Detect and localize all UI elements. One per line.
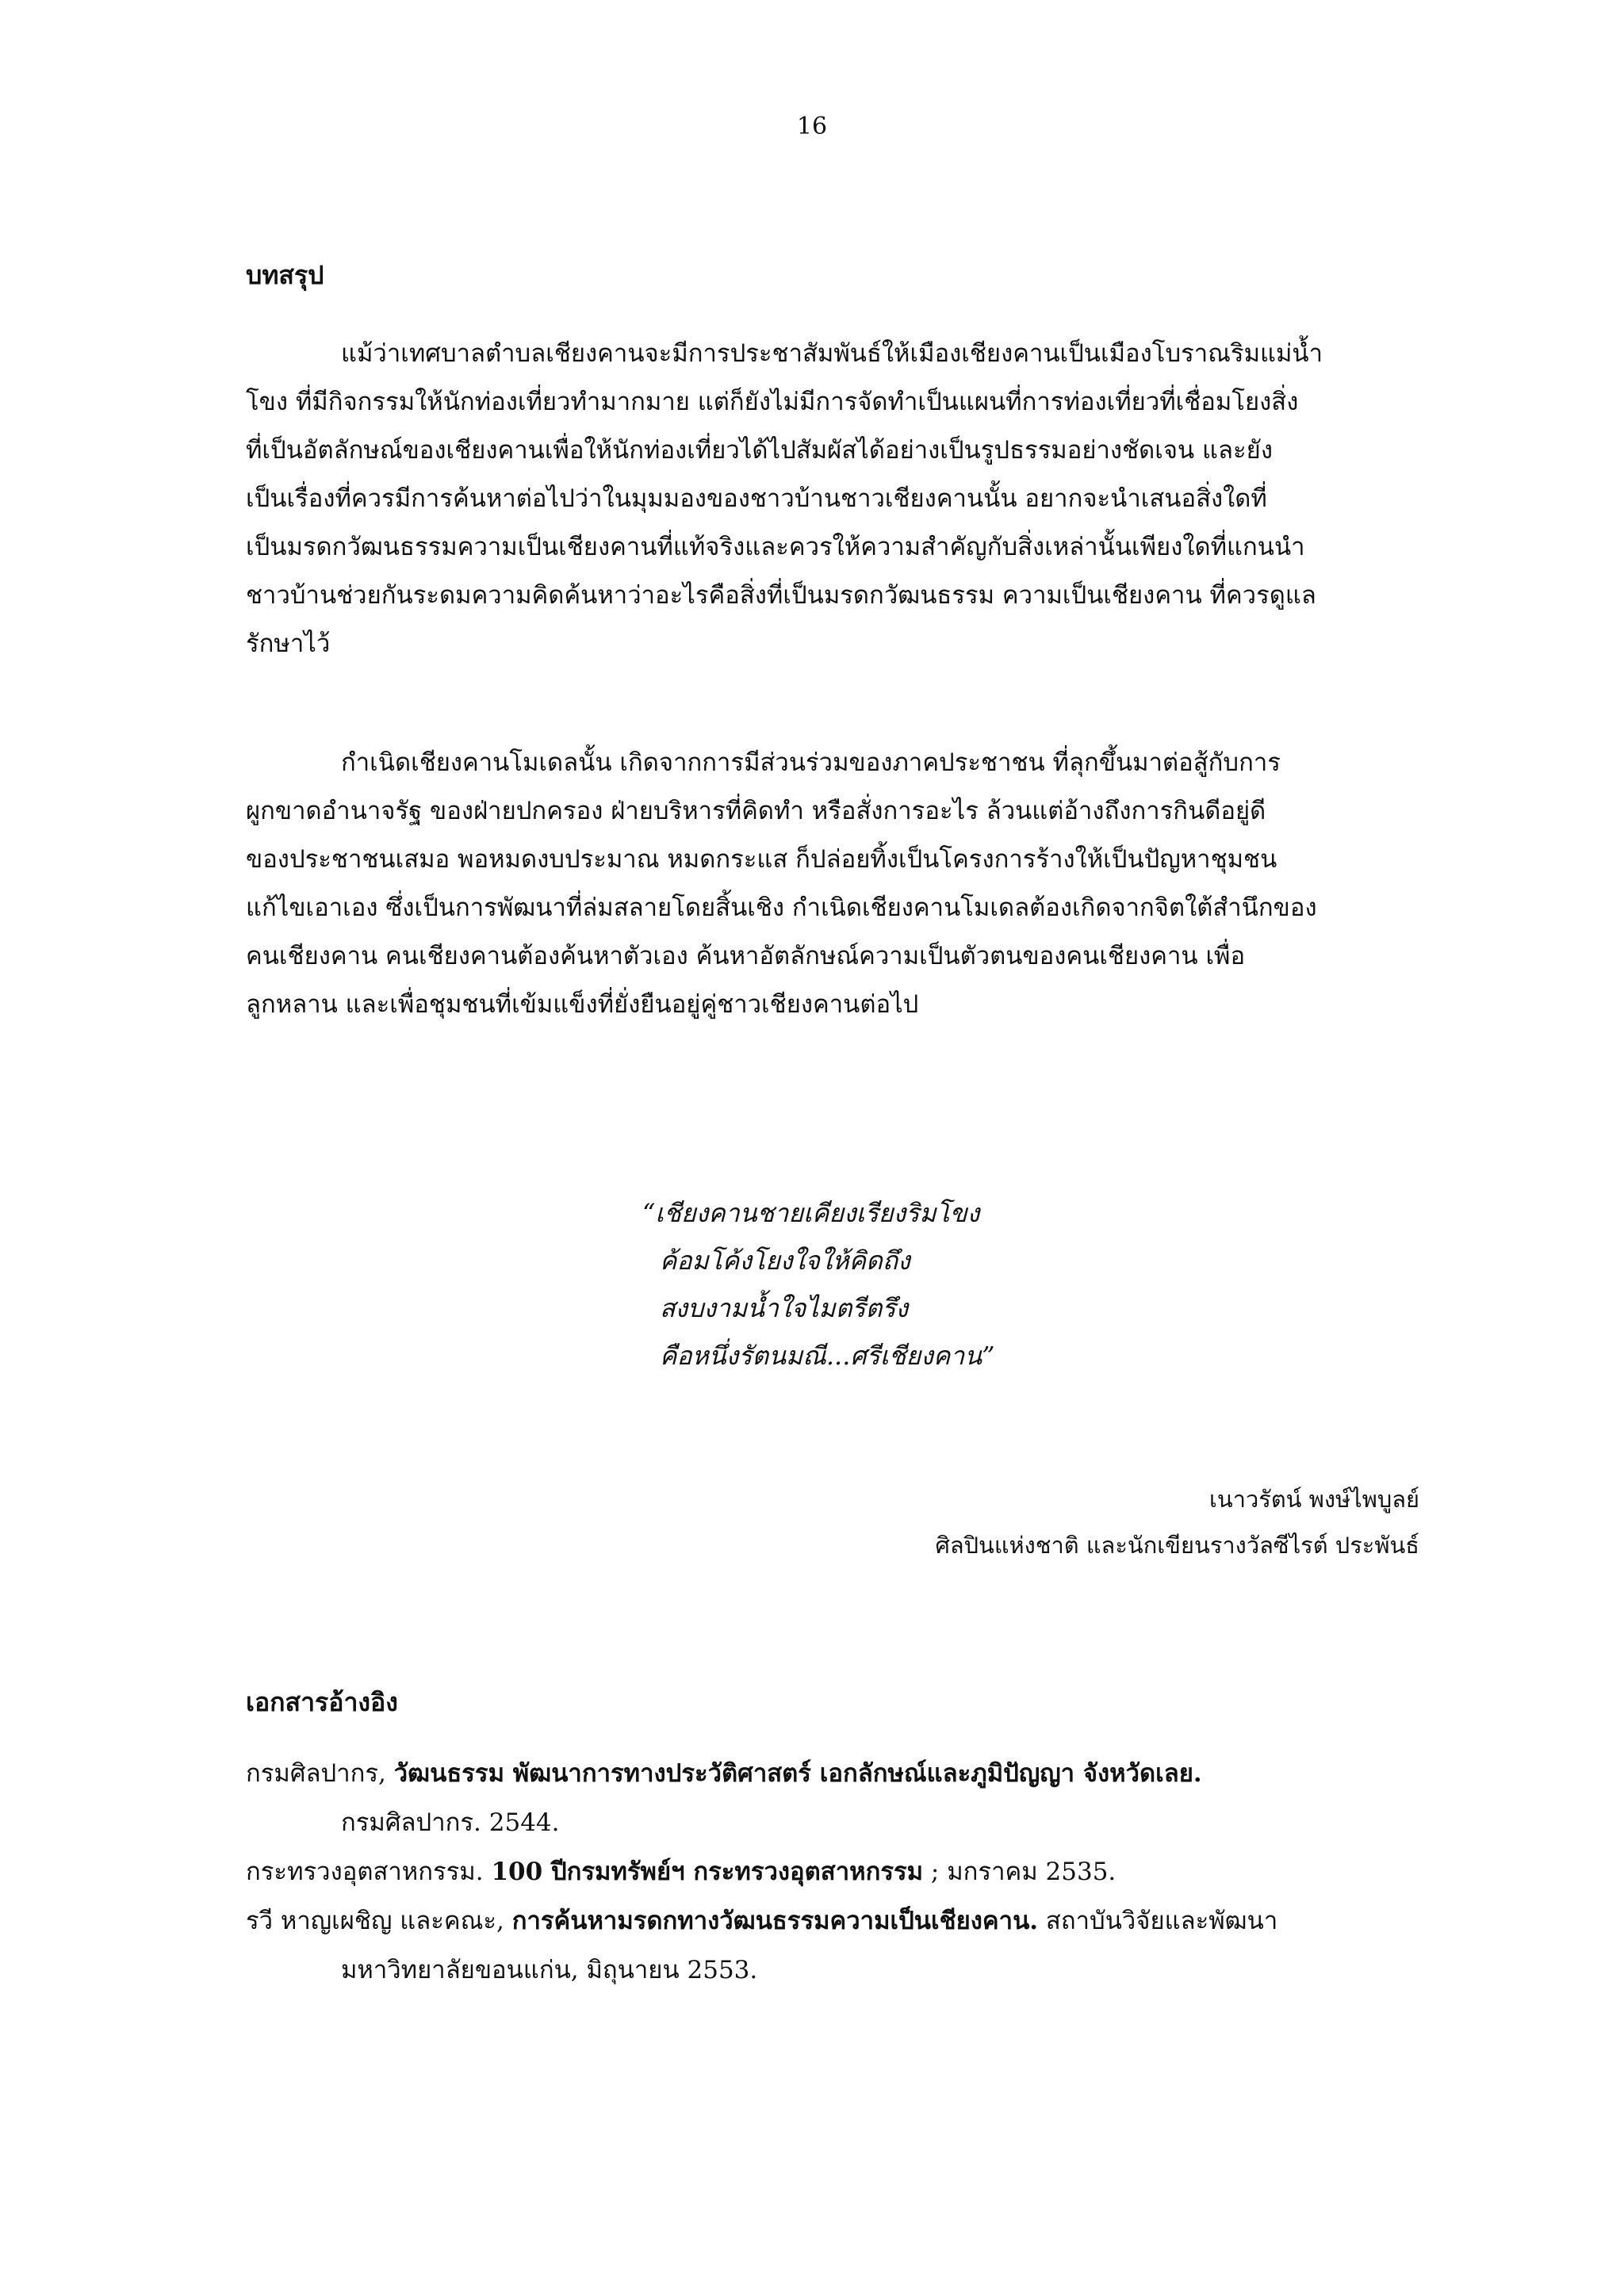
reference-continuation: มหาวิทยาลัยขอนแก่น, มิถุนายน 2553. [341, 1956, 758, 1984]
poem [642, 1189, 995, 1380]
summary-paragraph-2 [246, 739, 1419, 1029]
reference-item [246, 1749, 1419, 1798]
paragraph-line: ลูกหลาน และเพื่อชุมชนที่เข้มแข็งที่ยั่งยืนอยู่คู่ชาวเชียงคานต่อไป [246, 990, 919, 1019]
reference-author: กระทรวงอุตสาหกรรม. [246, 1858, 492, 1886]
reference-author: กรมศิลปากร, [246, 1759, 394, 1788]
paragraph-line: ที่เป็นอัตลักษณ์ของเชียงคานเพื่อให้นักท่องเที่ยวได้ไปสัมผัสได้อย่างเป็นรูปธรรมอย่างชัดเจน และยัง [246, 436, 1273, 465]
references-list [246, 1749, 1419, 1995]
paragraph-line: แม้ว่าเทศบาลตำบลเชียงคานจะมีการประชาสัมพันธ์ให้เมืองเชียงคานเป็นเมืองโบราณริมแม่น้ำ [341, 339, 1323, 368]
reference-title: วัฒนธรรม พัฒนาการทางประวัติศาสตร์ เอกลักษณ์และภูมิปัญญา จังหวัดเลย. [393, 1759, 1202, 1788]
paragraph-line: ผูกขาดอำนาจรัฐ ของฝ่ายปกครอง ฝ่ายบริหารที่คิดทำ หรือสั่งการอะไร ล้วนแต่อ้างถึงการกินดีอยู่ดี [246, 797, 1266, 825]
reference-item [246, 1896, 1419, 1946]
page-number: 16 [796, 113, 828, 140]
reference-title: การค้นหามรดกทางวัฒนธรรมความเป็นเชียงคาน. [511, 1907, 1039, 1935]
reference-author: รวี หาญเผชิญ และคณะ, [246, 1907, 512, 1935]
paragraph-line: แก้ไขเอาเอง ซึ่งเป็นการพัฒนาที่ล่มสลายโดยสิ้นเชิง กำเนิดเชียงคานโมเดลต้องเกิดจากจิตใต้สำนึกของ [246, 894, 1317, 922]
references-heading: เอกสารอ้างอิง [246, 1687, 398, 1717]
reference-suffix: ; มกราคม 2535. [923, 1858, 1116, 1886]
poem-author-title: ศิลปินแห่งชาติ และนักเขียนรางวัลซีไรต์ ประพันธ์ [935, 1532, 1419, 1559]
summary-heading: บทสรุป [246, 260, 324, 290]
paragraph-line: รักษาไว้ [246, 629, 331, 658]
poem-author: เนาวรัตน์ พงษ์ไพบูลย์ [1208, 1486, 1419, 1513]
poem-line: คือหนึ่งรัตนมณี...ศรีเชียงคาน” [660, 1341, 995, 1371]
poem-line: ค้อมโค้งโยงใจให้คิดถึง [660, 1246, 910, 1276]
reference-continuation: กรมศิลปากร. 2544. [341, 1808, 560, 1837]
poem-line: สงบงามน้ำใจไมตรีตรึง [660, 1293, 909, 1323]
paragraph-line: กำเนิดเชียงคานโมเดลนั้น เกิดจากการมีส่วนร่วมของภาคประชาชน ที่ลุกขึ้นมาต่อสู้กับการ [341, 748, 1281, 777]
summary-paragraph-1 [246, 330, 1419, 668]
paragraph-line: ของประชาชนเสมอ พอหมดงบประมาณ หมดกระแส ก็ปล่อยทิ้งเป็นโครงการร้างให้เป็นปัญหาชุมชน [246, 845, 1277, 874]
paragraph-line: เป็นมรดกวัฒนธรรมความเป็นเชียงคานที่แท้จริงและควรให้ความสำคัญกับสิ่งเหล่านั้นเพียงใดที่แกนนำ [246, 533, 1305, 561]
reference-suffix: สถาบันวิจัยและพัฒนา [1038, 1907, 1278, 1935]
paragraph-line: ชาวบ้านช่วยกันระดมความคิดค้นหาว่าอะไรคือสิ่งที่เป็นมรดกวัฒนธรรม ความเป็นเชียงคาน ที่ควรดูแล [246, 581, 1316, 610]
reference-item [246, 1847, 1419, 1896]
poem-line: “เชียงคานชายเคียงเรียงริมโขง [642, 1198, 980, 1228]
reference-title: 100 ปีกรมทรัพย์ฯ กระทรวงอุตสาหกรรม [491, 1858, 924, 1886]
paragraph-line: คนเชียงคาน คนเชียงคานต้องค้นหาตัวเอง ค้นหาอัตลักษณ์ความเป็นตัวตนของคนเชียงคาน เพื่อ [246, 942, 1246, 970]
paragraph-line: โขง ที่มีกิจกรรมให้นักท่องเที่ยวทำมากมาย แต่ก็ยังไม่มีการจัดทำเป็นแผนที่การท่องเที่ยวที่เชื่อมโยงสิ่ง [246, 388, 1299, 416]
paragraph-line: เป็นเรื่องที่ควรมีการค้นหาต่อไปว่าในมุมมองของชาวบ้านชาวเชียงคานนั้น อยากจะนำเสนอสิ่งใดที่ [246, 484, 1267, 513]
poem-attribution [935, 1476, 1419, 1568]
